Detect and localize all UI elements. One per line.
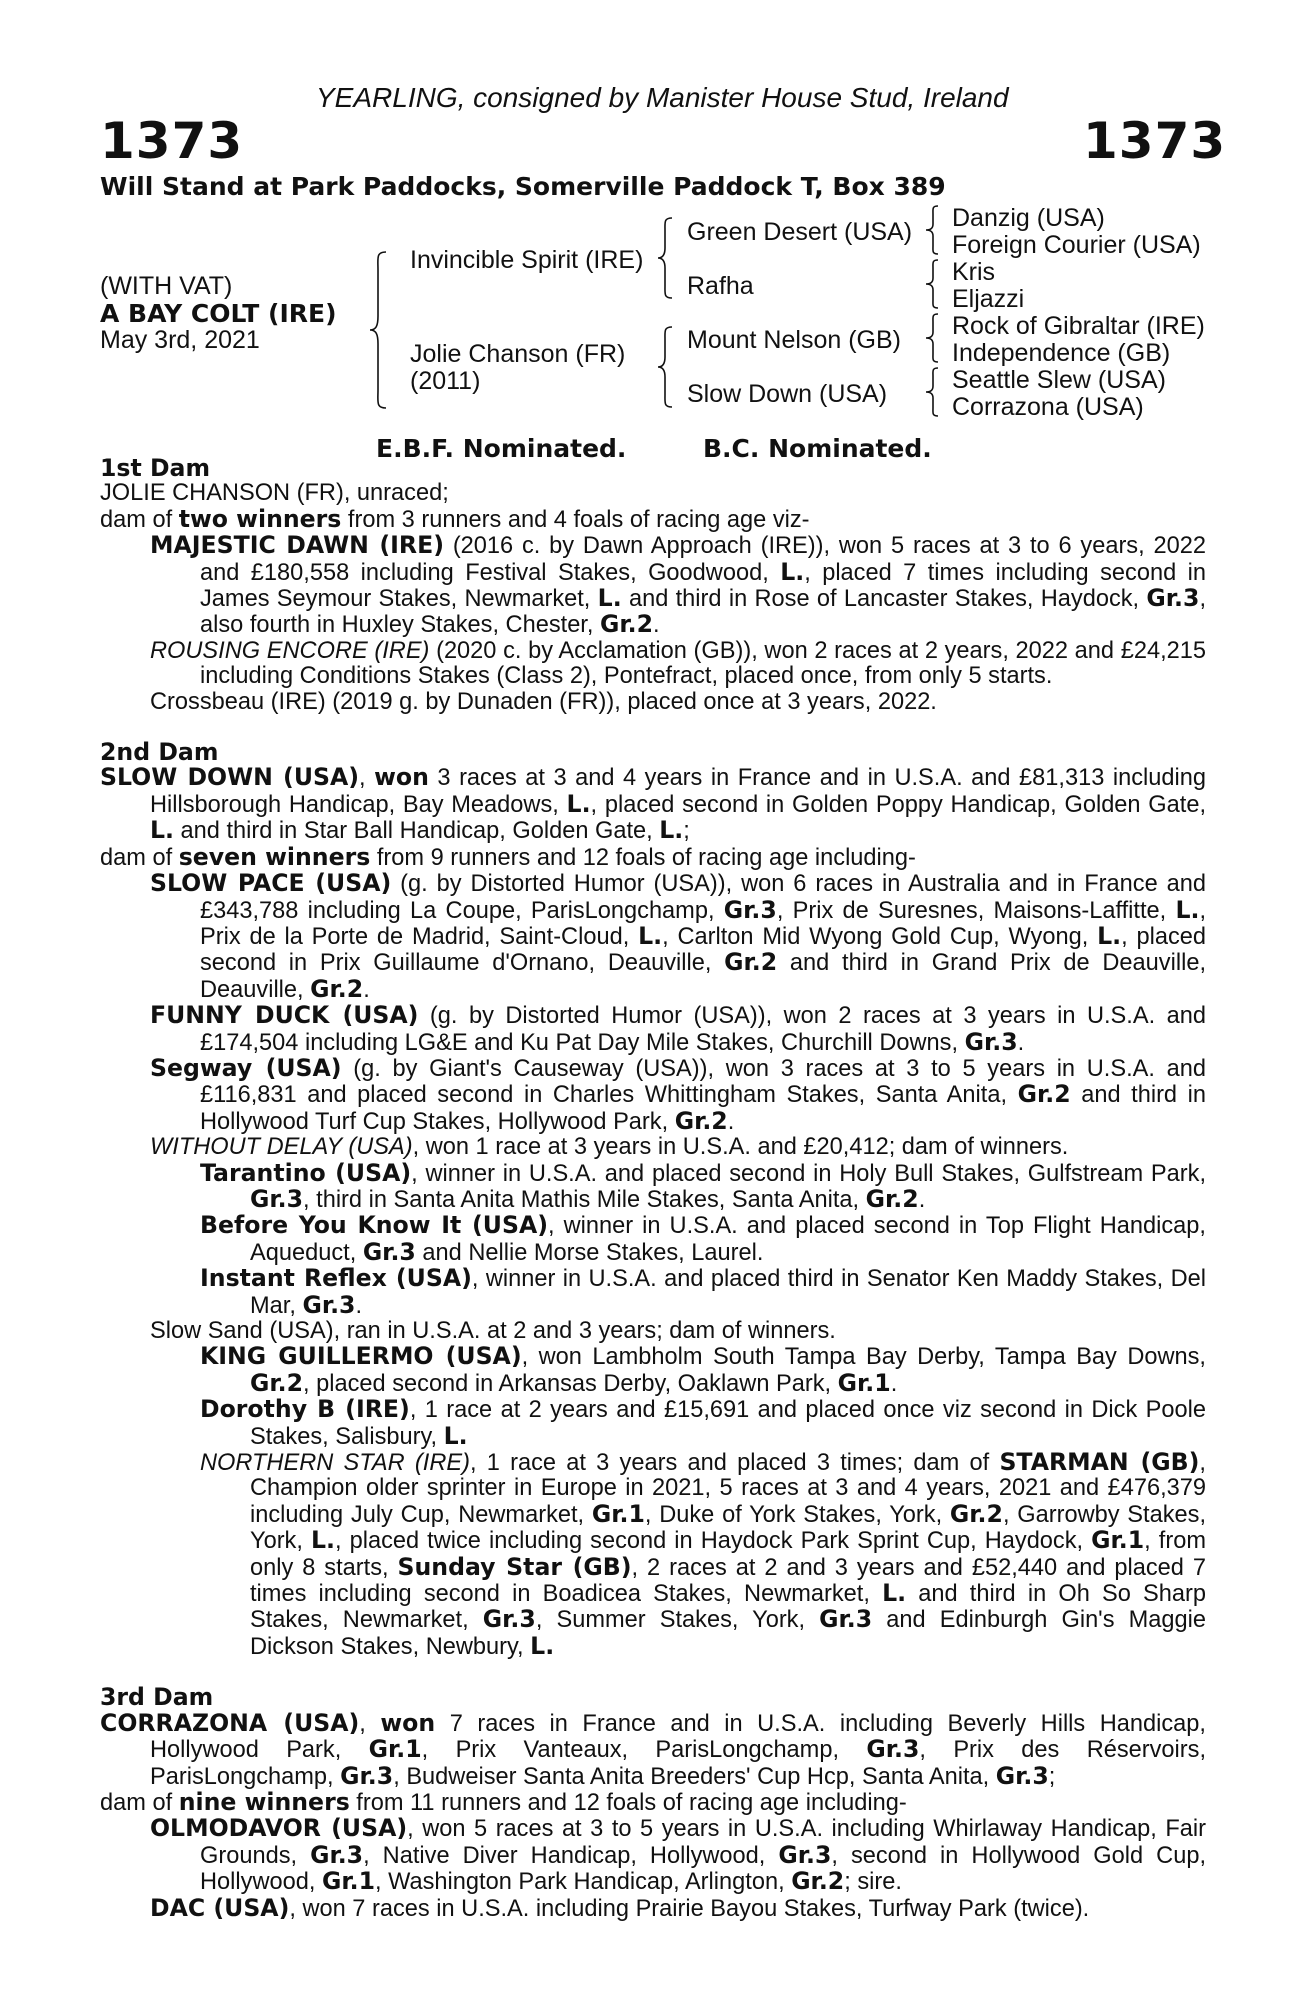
bold-text: Gr.3 [250,1184,304,1213]
first-dam-summary: dam of two winners from 3 runners and 4 foals of racing age viz- [100,504,810,533]
pedigree-brace-main [370,250,390,410]
text-run: , Summer Stakes, York, [535,1607,820,1634]
pedigree-gen3-4: Eljazzi [952,285,1025,313]
pedigree-brace-g4 [926,366,942,418]
produce-entry [100,533,1206,639]
bold-text: Gr.2 [865,1184,919,1213]
pedigree-brace-g1 [926,204,942,256]
pedigree-gen3-1: Danzig (USA) [952,204,1105,232]
horse-name: A BAY COLT (IRE) [100,299,337,328]
text-run: (g. by Distorted Humor (USA)), won 6 races in Australia and in France and £343,788 including La Coupe, ParisLongchamp, [200,871,1206,924]
bold-text: Gr.3 [964,1027,1018,1056]
produce-subentry [100,1266,1206,1319]
text-run: , Prix Vanteaux, ParisLongchamp, [421,1737,867,1764]
text-run: and third in Hollywood Turf Cup Stakes, Hollywood Park, [200,1082,1206,1135]
text-run: and third in Oh So Sharp Stakes, Newmarket, [250,1581,1206,1634]
stand-location: Will Stand at Park Paddocks, Somerville Paddock T, Box 389 [100,172,946,201]
text-run: dam of [100,1789,179,1816]
second-dam-heading: 2nd Dam [100,738,219,767]
produce-entry [100,1053,1206,1135]
text-run: , won 1 race at 3 years in U.S.A. and £20,412; dam of winners. [412,1134,1069,1161]
pedigree-brace-g3 [926,312,942,364]
bold-text: L. [150,816,174,845]
text-run: , Prix des Réservoirs, ParisLongchamp, [150,1737,1206,1790]
bold-text: L. [1175,895,1200,924]
first-dam-heading: 1st Dam [100,454,211,482]
text-run: , 2 races at 2 and 3 years and £52,440 and placed 7 times including second in Boadicea Stakes, Newmarket, [250,1554,1206,1608]
horse-dob: May 3rd, 2021 [100,326,260,354]
text-run: , Native Diver Handicap, Hollywood, [363,1842,779,1869]
text-run: . [363,976,370,1003]
text-run: , winner in U.S.A. and placed second in Holy Bull Stakes, Gulfstream Park, [411,1160,1206,1187]
text-run: , placed second in Golden Poppy Handicap, Golden Gate, [590,791,1206,818]
bold-text: CORRAZONA (USA) [100,1708,360,1737]
text-run: , won 7 races in U.S.A. including Prairie Bayou Stakes, Turfway Park (twice). [289,1895,1090,1922]
text-run: and third in Star Ball Handicap, Golden Gate, [174,818,660,845]
bold-text: nine winners [178,1787,350,1816]
produce-entry [100,690,1206,715]
text-run: , winner in U.S.A. and placed second in Top Flight Handicap, Aqueduct, [250,1213,1206,1266]
pedigree-gen3-5: Rock of Gibraltar (IRE) [952,312,1205,340]
pedigree-dam-dam: Slow Down (USA) [687,380,888,408]
bold-text: Tarantino (USA) [200,1158,412,1187]
bold-text: Segway (USA) [150,1053,342,1082]
bold-text: Gr.2 [250,1368,304,1397]
lot-number-left: 1373 [100,112,244,170]
catalogue-subtitle: YEARLING, consigned by Manister House Stud, Ireland [316,82,1009,113]
bold-text: Gr.2 [791,1867,845,1896]
produce-subentry [100,1397,1206,1450]
text-run: , winner in U.S.A. and placed third in Senator Ken Maddy Stakes, Del Mar, [250,1266,1206,1319]
text-run: 7 races in France and in U.S.A. including Beverly Hills Handicap, Hollywood Park, [150,1710,1206,1764]
lot-number-right: 1373 [1083,112,1227,170]
bold-text: Gr.3 [310,1840,364,1869]
bold-text: Before You Know It (USA) [200,1211,548,1240]
bold-text: seven winners [178,842,371,871]
text-run: . [727,1108,735,1135]
produce-entry [100,1319,1206,1344]
bold-text: won [374,763,429,792]
second-dam-record [100,765,1206,844]
text-run: (g. by Giant's Causeway (USA)), won 3 races at 3 to 5 years in U.S.A. and £116,831 and placed second in Charles Whittingham Stakes, Santa Anita, [200,1055,1206,1109]
bold-text: L. [566,789,591,818]
text-run: , [359,1710,381,1737]
bold-text: Gr.1 [837,1368,891,1397]
text-run: , won Lambholm South Tampa Bay Derby, Tampa Bay Downs, [521,1344,1206,1371]
text-run: and Edinburgh Gin's Maggie Dickson Stakes, Newbury, [250,1607,1206,1660]
text-run: Crossbeau (IRE) (2019 g. by Dunaden (FR)), placed once at 3 years, 2022. [150,688,937,715]
text-run: and Nellie Morse Stakes, Laurel. [415,1239,764,1266]
bold-text: SLOW DOWN (USA) [100,763,360,792]
text-run: , Garrowby Stakes, York, [250,1501,1206,1555]
bold-text: Gr.3 [778,1840,832,1869]
produce-entry [100,1135,1206,1160]
bold-text: Gr.3 [302,1290,356,1319]
bold-text: Sunday Star (GB) [397,1552,632,1581]
text-run: , 1 race at 3 years and placed 3 times; dam of [469,1450,1000,1477]
italic-text: ROUSING ENCORE (IRE) [150,637,430,664]
text-run: . [653,612,660,639]
italic-text: NORTHERN STAR (IRE) [200,1450,470,1477]
text-run: (2020 c. by Acclamation (GB)), won 2 races at 2 years, 2022 and £24,215 including Conditions Stakes (Class 2), Pontefract, placed once, from only 5 starts. [200,637,1206,690]
text-run: , won 5 races at 3 to 5 years in U.S.A. including Whirlaway Handicap, Fair Grounds, [200,1816,1206,1869]
text-run: , placed twice including second in Haydock Park Sprint Cup, Haydock, [334,1528,1092,1555]
bold-text: Gr.1 [591,1499,645,1528]
pedigree-gen3-8: Corrazona (USA) [952,393,1144,421]
bold-text: FUNNY DUCK (USA) [150,1001,419,1030]
pedigree-sire: Invincible Spirit (IRE) [410,246,644,274]
text-run: , Carlton Mid Wyong Gold Cup, Wyong, [662,923,1098,950]
text-run: ; [1048,1763,1056,1790]
produce-subentry [100,1450,1206,1660]
bold-text: SLOW PACE (USA) [150,869,392,898]
third-dam-summary [100,1787,1206,1816]
pedigree-gen3-2: Foreign Courier (USA) [952,231,1201,259]
bold-text: Gr.2 [674,1106,728,1135]
bold-text: L. [780,557,805,586]
bold-text: Gr.3 [362,1237,416,1266]
bc-nominated: B.C. Nominated. [703,434,932,463]
text-run: , placed 7 times including second in James Seymour Stakes, Newmarket, [200,559,1206,613]
pedigree-dam: Jolie Chanson (FR) [410,340,626,368]
bold-text: Gr.2 [724,948,778,977]
pedigree-brace-dam [658,325,676,409]
bold-text: STARMAN (GB) [999,1448,1200,1477]
text-run: , placed second in Arkansas Derby, Oaklawn Park, [303,1370,838,1397]
third-dam-heading: 3rd Dam [100,1683,214,1712]
produce-entry [100,1816,1206,1895]
bold-text: L. [530,1631,555,1660]
text-run: , from only 8 starts, [250,1528,1206,1581]
produce-subentry [100,1158,1206,1214]
bold-text: L. [597,584,622,613]
bold-text: Gr.3 [723,895,777,924]
bold-text: L. [638,921,663,950]
text-run: , also fourth in Huxley Stakes, Chester, [200,586,1206,639]
pedigree-sire-dam: Rafha [687,272,754,300]
bold-text: OLMODAVOR (USA) [150,1814,408,1843]
produce-entry [100,1893,1206,1922]
bold-text: Gr.2 [1017,1080,1071,1109]
vat-note: (WITH VAT) [100,272,233,300]
italic-text: WITHOUT DELAY (USA) [150,1134,413,1161]
text-run: , Washington Park Handicap, Arlington, [375,1869,792,1896]
bold-text: Gr.3 [1146,584,1200,613]
first-dam-name: JOLIE CHANSON (FR), unraced; [100,480,449,507]
text-run: , [359,765,375,792]
text-run: , Champion older sprinter in Europe in 2021, 5 races at 3 and 4 years, 2021 and £476,379 including July Cup, Newmarket, [250,1450,1206,1528]
text-run: and third in Rose of Lancaster Stakes, Haydock, [621,586,1147,613]
text-run: from 9 runners and 12 foals of racing age including- [370,844,916,871]
text-run: , Prix de Suresnes, Maisons-Laffitte, [776,897,1176,924]
bold-text: Gr.3 [995,1761,1049,1790]
bold-text: L. [659,816,684,845]
pedigree-sire-sire: Green Desert (USA) [687,218,913,246]
text-run: , Budweiser Santa Anita Breeders' Cup Hcp, Santa Anita, [393,1763,996,1790]
bold-text: Gr.2 [310,974,364,1003]
pedigree-dam-year: (2011) [410,367,481,395]
pedigree-gen3-6: Independence (GB) [952,339,1171,367]
pedigree-brace-g2 [926,258,942,310]
second-dam-summary [100,842,1206,871]
text-run: , third in Santa Anita Mathis Mile Stakes, Santa Anita, [303,1186,866,1213]
bold-text: KING GUILLERMO (USA) [200,1342,522,1371]
text-run: ; [683,818,690,845]
text-run: . [355,1292,363,1319]
produce-entry [100,1003,1206,1056]
bold-text: Dorothy B (IRE) [200,1395,410,1424]
text-run: , Duke of York Stakes, York, [644,1501,950,1528]
text-run: 3 races at 3 and 4 years in France and in U.S.A. and £81,313 including Hillsborough Handicap, Bay Meadows, [150,765,1206,818]
bold-text: DAC (USA) [150,1893,290,1922]
bold-text: Instant Reflex (USA) [200,1264,472,1293]
produce-subentry [100,1213,1206,1266]
bold-text: L. [443,1421,468,1450]
pedigree-brace-sire [658,216,676,300]
text-run: Slow Sand (USA), ran in U.S.A. at 2 and 3 years; dam of winners. [150,1318,836,1344]
produce-entry [100,639,1206,690]
bold-text: won [380,1708,436,1737]
pedigree-gen3-3: Kris [952,258,996,286]
bold-text: Gr.3 [482,1605,536,1634]
text-run: , Prix de la Porte de Madrid, Saint-Cloud, [200,897,1207,950]
text-run: . [890,1370,898,1397]
bold-text: Gr.1 [321,1867,375,1896]
produce-entry [100,871,1206,1003]
text-run: dam of [100,844,179,871]
bold-text: Gr.3 [866,1735,920,1764]
text-run: and third in Grand Prix de Deauville, Deauville, [200,950,1206,1003]
bold-text: Gr.2 [599,610,654,639]
text-run: (2016 c. by Dawn Approach (IRE)), won 5 races at 3 to 6 years, 2022 and £180,558 including Festival Stakes, Goodwood, [200,533,1206,586]
bold-text: L. [882,1579,907,1608]
text-run: . [918,1186,926,1213]
text-run: from 11 runners and 12 foals of racing age including- [349,1789,907,1816]
bold-text: Gr.1 [368,1735,422,1764]
text-run: , 1 race at 2 years and £15,691 and placed once viz second in Dick Poole Stakes, Salisbury, [250,1397,1206,1450]
produce-record [100,456,1206,1922]
bold-text: Gr.2 [949,1499,1003,1528]
text-run: (g. by Distorted Humor (USA)), won 2 races at 3 years in U.S.A. and £174,504 including LG&E and Ku Pat Day Mile Stakes, Churchill Downs, [200,1003,1206,1056]
text-run: , placed second in Prix Guillaume d'Ornano, Deauville, [200,923,1206,977]
text-run: . [1017,1029,1025,1056]
bold-text: L. [1097,921,1122,950]
third-dam-record [100,1708,1206,1790]
bold-text: Gr.3 [819,1605,873,1634]
produce-subentry [100,1344,1206,1397]
pedigree-dam-sire: Mount Nelson (GB) [687,326,901,354]
bold-text: Gr.1 [1091,1526,1145,1555]
bold-text: Gr.3 [340,1761,394,1790]
text-run: ; sire. [844,1869,902,1896]
pedigree-gen3-7: Seattle Slew (USA) [952,366,1166,394]
bold-text: MAJESTIC DAWN (IRE) [150,531,444,560]
ebf-nominated: E.B.F. Nominated. [376,434,627,463]
text-run: , second in Hollywood Gold Cup, Hollywood, [200,1842,1206,1896]
bold-text: L. [310,1526,335,1555]
